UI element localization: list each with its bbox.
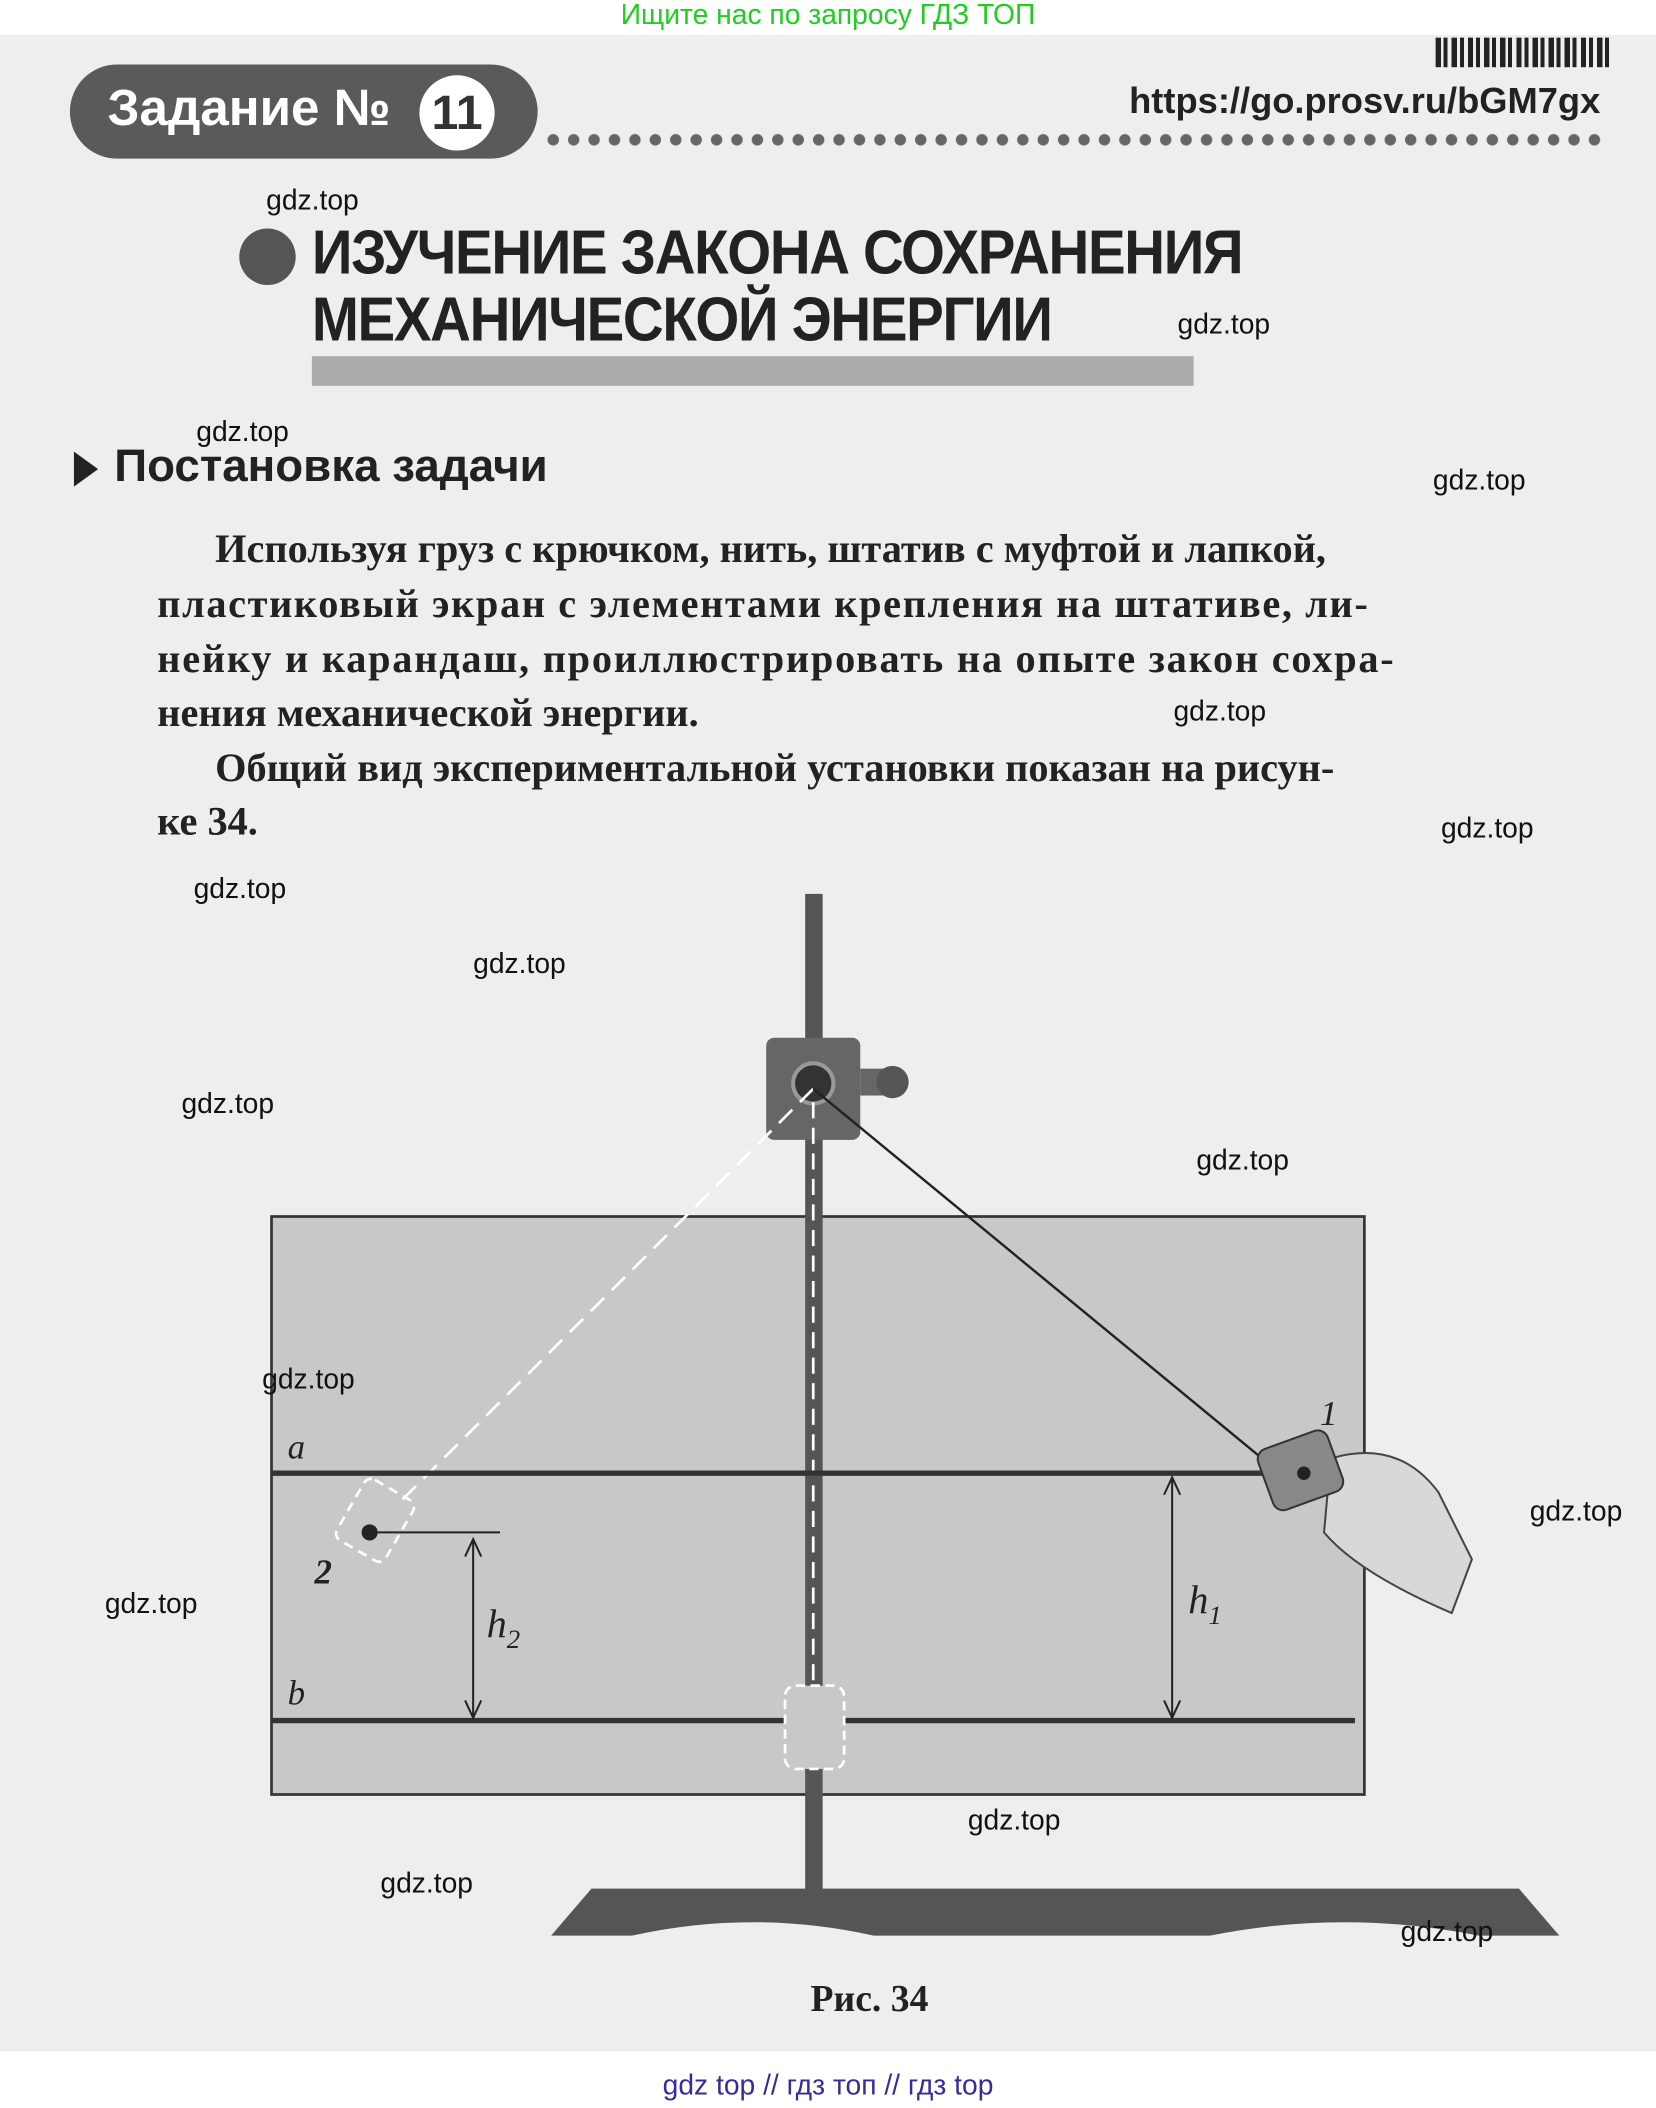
figure-caption: Рис. 34 xyxy=(810,1978,929,2021)
weight-rest-position xyxy=(785,1686,844,1769)
watermark: gdz.top xyxy=(1529,1496,1623,1528)
watermark: gdz.top xyxy=(1173,696,1267,728)
bottom-banner[interactable]: gdz top // гдз топ // гдз top xyxy=(662,2070,994,2101)
page-title-line-2: МЕХАНИЧЕСКОЙ ЭНЕРГИИ xyxy=(311,284,1052,354)
label-h2: $h_2$ xyxy=(486,1601,521,1654)
watermark: gdz.top xyxy=(181,1088,275,1120)
watermark: gdz.top xyxy=(380,1868,474,1900)
watermark: gdz.top xyxy=(196,416,289,448)
label-h1: $h_1$ xyxy=(1188,1577,1222,1630)
weight-center-point xyxy=(362,1524,378,1540)
paragraph-line: нейку и карандаш, проиллюстрировать на опыте закон сохра- xyxy=(157,637,1396,682)
label-a: a xyxy=(287,1427,306,1467)
watermark: gdz.top xyxy=(266,185,359,217)
watermark: gdz.top xyxy=(1196,1145,1289,1177)
watermark: gdz.top xyxy=(1432,465,1526,497)
paragraph-line: нения механической энергии. xyxy=(157,690,699,736)
paragraph-line: ке 34. xyxy=(157,799,258,845)
page-title-line-1: ИЗУЧЕНИЕ ЗАКОНА СОХРАНЕНИЯ xyxy=(311,217,1243,287)
task-label: Задание № xyxy=(107,80,391,138)
paragraph-line: пластиковый экран с элементами крепления на штативе, ли- xyxy=(157,582,1370,627)
watermark: gdz.top xyxy=(1177,309,1271,341)
task-url[interactable]: https://go.prosv.ru/bGM7gx xyxy=(1129,80,1601,121)
watermark: gdz.top xyxy=(967,1805,1061,1837)
watermark: gdz.top xyxy=(1440,813,1534,845)
label-1: 1 xyxy=(1320,1393,1338,1433)
task-number: 11 xyxy=(419,75,494,150)
paragraph-line: Используя груз с крючком, нить, штатив с муфтой и лапкой, xyxy=(215,526,1327,572)
paragraph-line: Общий вид экспериментальной установки показан на рисун- xyxy=(215,746,1335,791)
pivot-point xyxy=(793,1063,833,1103)
top-banner[interactable]: Ищите нас по запросу ГДЗ ТОП xyxy=(620,0,1036,31)
section-heading: Постановка задачи xyxy=(114,440,548,492)
label-b: b xyxy=(287,1673,306,1713)
watermark: gdz.top xyxy=(1400,1916,1494,1948)
label-2: 2 xyxy=(314,1552,333,1592)
watermark: gdz.top xyxy=(104,1588,198,1620)
watermark: gdz.top xyxy=(193,873,287,905)
watermark: gdz.top xyxy=(473,949,566,980)
clamp-screw xyxy=(876,1066,908,1098)
watermark: gdz.top xyxy=(262,1364,355,1396)
